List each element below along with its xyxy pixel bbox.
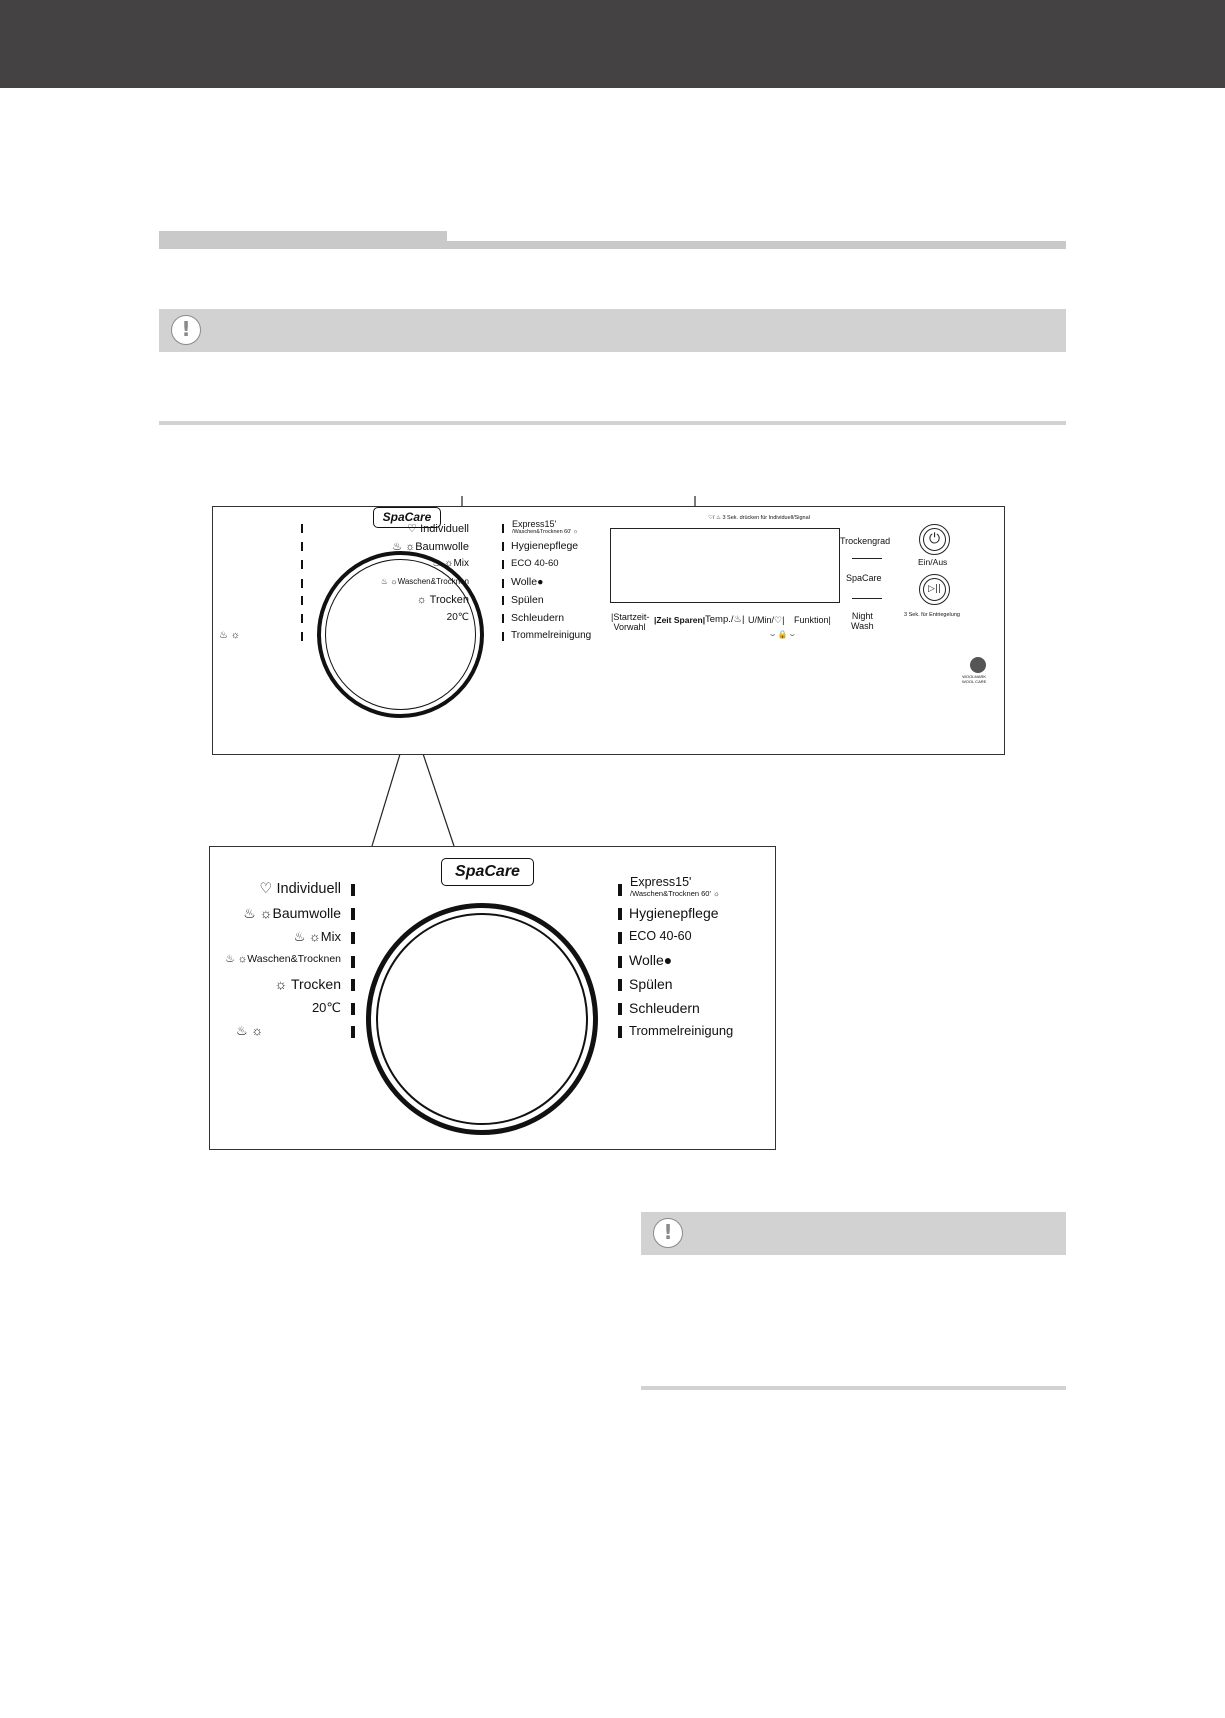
funktion-button[interactable]: Funktion| — [794, 615, 831, 625]
control-panel — [212, 506, 1005, 755]
umin-button[interactable]: U/Min/♡| — [748, 615, 785, 625]
startzeit-vorwahl-button[interactable]: |Startzeit- Vorwahl — [611, 612, 650, 632]
program-express[interactable]: Express15' — [512, 519, 557, 529]
night-wash-button[interactable]: Night Wash — [851, 611, 874, 631]
exclamation-icon: ! — [171, 315, 201, 345]
display-screen — [610, 528, 840, 603]
program-dial-zoom[interactable] — [366, 903, 598, 1135]
program-spuelen-zoom[interactable]: Spülen — [629, 976, 673, 992]
program-steam-dry[interactable]: ♨ ☼ — [219, 630, 240, 641]
program-eco-zoom[interactable]: ECO 40-60 — [629, 929, 692, 943]
zoomed-dial-view — [209, 846, 776, 1150]
program-waschen-trocknen[interactable]: ♨ ☼Waschen&Trocknen — [380, 577, 469, 586]
program-schleudern-zoom[interactable]: Schleudern — [629, 1000, 700, 1016]
program-express-sub-zoom: /Waschen&Trocknen 60' ☼ — [630, 889, 720, 898]
power-icon: ⏻ — [928, 531, 941, 547]
program-20c-zoom[interactable]: 20℃ — [311, 1000, 341, 1015]
program-wolle[interactable]: Wolle● — [511, 576, 544, 588]
program-wolle-zoom[interactable]: Wolle● — [629, 952, 673, 968]
start-pause-button[interactable] — [919, 574, 950, 605]
power-button[interactable] — [919, 524, 950, 555]
program-individuell-zoom[interactable]: ♡ Individuell — [259, 881, 341, 897]
program-20c[interactable]: 20℃ — [446, 612, 469, 623]
woolmark-icon — [970, 657, 986, 673]
program-hygienepflege-zoom[interactable]: Hygienepflege — [629, 905, 719, 921]
start-pause-label: 3 Sek. für Entriegelung — [904, 612, 960, 618]
program-trommelreinigung-zoom[interactable]: Trommelreinigung — [629, 1023, 734, 1038]
program-spuelen[interactable]: Spülen — [511, 594, 544, 606]
power-label: Ein/Aus — [918, 557, 948, 567]
exclamation-icon: ! — [653, 1218, 683, 1248]
display-hint: ♡/ ♨ 3 Sek. drücken für Individuell/Signal — [708, 515, 810, 521]
program-trocken-zoom[interactable]: ☼ Trocken — [274, 976, 341, 992]
spacare-logo-zoom: SpaCare — [441, 858, 534, 886]
spacare-button[interactable]: SpaCare — [846, 573, 882, 583]
program-mix[interactable]: ♨ ☼Mix — [432, 558, 469, 569]
start-pause-icon: ▷|| — [928, 584, 941, 594]
program-eco[interactable]: ECO 40-60 — [511, 558, 559, 569]
zeit-sparen-button[interactable]: |Zeit Sparen| — [654, 615, 706, 625]
program-steam-dry-zoom[interactable]: ♨ ☼ — [236, 1023, 264, 1038]
program-hygienepflege[interactable]: Hygienepflege — [511, 540, 579, 552]
program-schleudern[interactable]: Schleudern — [511, 612, 565, 624]
program-baumwolle-zoom[interactable]: ♨ ☼Baumwolle — [243, 905, 341, 921]
program-mix-zoom[interactable]: ♨ ☼Mix — [293, 929, 341, 944]
spacare-logo: SpaCare — [373, 507, 441, 528]
program-trocken[interactable]: ☼ Trocken — [416, 594, 469, 606]
temp-button[interactable]: Temp./♨| — [705, 614, 745, 625]
note-box-2 — [641, 1212, 1066, 1255]
program-baumwolle[interactable]: ♨ ☼Baumwolle — [392, 541, 469, 553]
divider-2 — [641, 1386, 1066, 1390]
program-express-zoom[interactable]: Express15' — [630, 875, 692, 889]
woolmark-label: WOOLMARK WOOL CARE — [962, 674, 987, 684]
program-trommelreinigung[interactable]: Trommelreinigung — [511, 630, 592, 641]
program-express-sub: /Waschen&Trocknen 60' ☼ — [512, 529, 578, 535]
child-lock-hint: ⌣ 🔒 ⌣ — [770, 630, 795, 639]
trockengrad-button[interactable]: Trockengrad — [840, 536, 891, 546]
program-waschen-trocknen-zoom[interactable]: ♨ ☼Waschen&Trocknen — [225, 953, 341, 965]
program-individuell[interactable]: ♡ Individuell — [407, 523, 469, 535]
